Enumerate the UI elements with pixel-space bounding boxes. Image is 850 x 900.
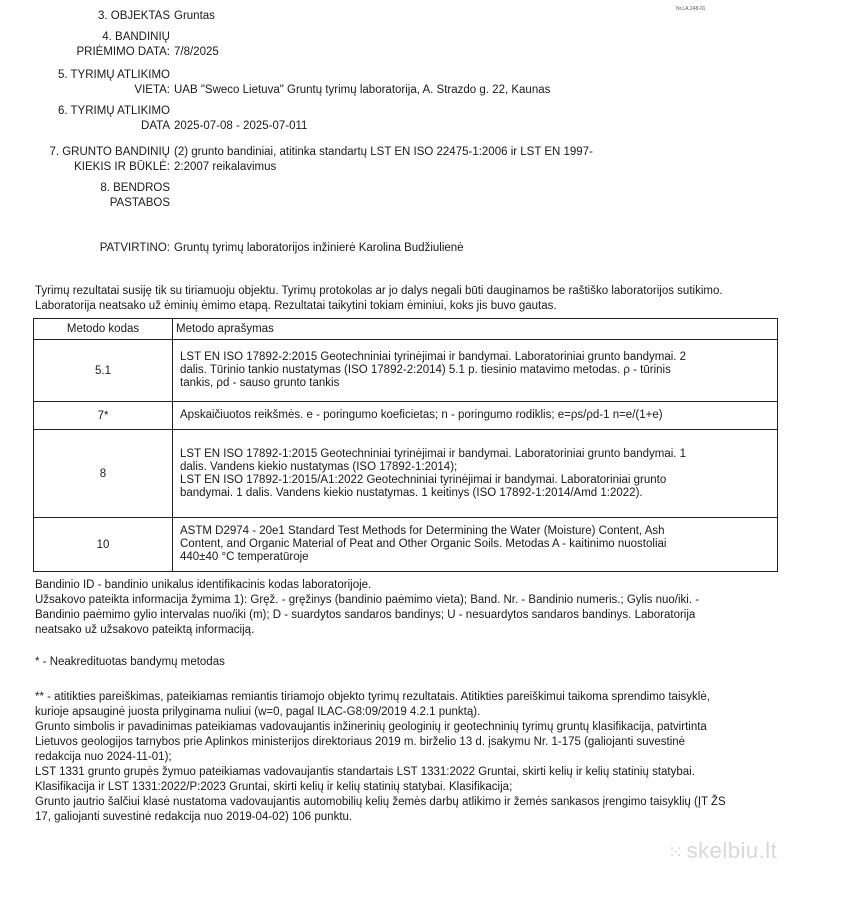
- text-line: Apskaičiuotos reikšmės. e - poringumo koeficietas; n - poringumo rodiklis; e=ρs/ρd-1 n=e/(1+e): [180, 409, 663, 421]
- text-line: Grunto simbolis ir pavadinimas pateikiamas vadovaujantis inžinerinių geologinių ir geotechninių tyrimų gruntų klasifikacija, patvirtinta: [35, 721, 707, 733]
- intro-text: [35, 284, 805, 314]
- field-value: Gruntas: [174, 10, 215, 22]
- column-header-code: Metodo kodas: [34, 319, 173, 340]
- field-label: 6. TYRIMŲ ATLIKIMO: [57, 105, 170, 117]
- field-label: 8. BENDROS: [100, 182, 170, 194]
- method-code: 8: [34, 430, 173, 518]
- table-row: [34, 518, 778, 572]
- table-header-row: [34, 319, 778, 340]
- non-accredited-note: * - Neakredituotas bandymų metodas: [35, 656, 225, 668]
- watermark: [668, 838, 777, 864]
- field-value: 2025-07-08 - 2025-07-011: [174, 120, 308, 132]
- text-line: Bandinio ID - bandinio unikalus identifikacinis kodas laboratorijoje.: [35, 579, 372, 591]
- text-line: Bandinio paėmimo gylio intervalas nuo/iki (m); D - suardytos sandaros bandinys; U - nesuardytos sandaros bandinys. Laboratorija: [35, 609, 696, 621]
- field-value: UAB "Sweco Lietuva" Gruntų tyrimų laboratorija, A. Strazdo g. 22, Kaunas: [174, 84, 551, 96]
- text-line: 17, galiojanti suvestinė redakcija nuo 2019-04-02) 106 punktu.: [35, 811, 353, 823]
- field-label: PATVIRTINO:: [99, 242, 170, 254]
- method-code: 5.1: [34, 340, 173, 402]
- field-label: VIETA:: [134, 84, 170, 96]
- method-description: [173, 518, 778, 572]
- document-id: Nr.LA.248-01: [676, 6, 706, 12]
- method-description: [173, 402, 778, 430]
- method-description: [173, 430, 778, 518]
- method-code: 7*: [34, 402, 173, 430]
- field-value: 7/8/2025: [174, 46, 219, 58]
- text-line: Laboratorija neatsako už ėminių ėmimo etapą. Rezultatai taikytini tokiam ėminiui, koks jis buvo gautas.: [35, 300, 557, 312]
- table-row: [34, 340, 778, 402]
- text-line: neatsako už užsakovo pateiktą informaciją.: [35, 624, 255, 636]
- method-description: [173, 340, 778, 402]
- text-line: ASTM D2974 - 20e1 Standard Test Methods for Determining the Water (Moisture) Content, Ash: [180, 525, 665, 537]
- text-line: Lietuvos geologijos tarnybos prie Aplinkos ministerijos direktoriaus 2019 m. birželio 13 d. įsakymu Nr. 1-175 (galiojanti suvestinė: [35, 736, 686, 748]
- table-row: [34, 402, 778, 430]
- field-label: 4. BANDINIŲ: [102, 31, 170, 43]
- text-line: Grunto jautrio šalčiui klasė nustatoma vadovaujantis automobilių kelių žemės darbų atlikimo ir žemės sankasos įrengimo taisyklių (ĮT ŽS: [35, 796, 726, 808]
- text-line: kurioje apsauginė juosta prilyginama nuliui (w=0, pagal ILAC-G8:09/2019 4.2.1 punktą).: [35, 706, 481, 718]
- text-line: Klasifikacija ir LST 1331:2022/P:2023 Gruntai, skirti kelių ir kelių statinių statybai. Klasifikacija;: [35, 781, 513, 793]
- field-label: 7. GRUNTO BANDINIŲ: [49, 146, 170, 158]
- field-value: Gruntų tyrimų laboratorijos inžinierė Karolina Budžiulienė: [174, 242, 464, 254]
- field-label: PASTABOS: [109, 197, 170, 209]
- text-line: redakcija nuo 2024-11-01);: [35, 751, 172, 763]
- conformity-notes: [35, 690, 805, 825]
- column-header-description: Metodo aprašymas: [173, 319, 778, 340]
- text-line: LST EN ISO 17892-1:2015 Geotechniniai tyrinėjimai ir bandymai. Laboratoriniai grunto bandymai. 1: [180, 447, 687, 460]
- text-line: bandymai. 1 dalis. Vandens kiekio nustatymas. 1 keitinys (ISO 17892-1:2014/Amd 1:2022).: [180, 486, 643, 499]
- text-line: dalis. Tūrinio tankio nustatymas (ISO 17892-2:2014) 5.1 p. tiesinio matavimo metodas. ρ - tūrinis: [180, 364, 671, 376]
- field-label: KIEKIS IR BŪKLĖ:: [74, 161, 170, 173]
- text-line: tankis, ρd - sauso grunto tankis: [180, 377, 340, 389]
- field-label: 5. TYRIMŲ ATLIKIMO: [57, 69, 170, 81]
- notes-block: [35, 578, 805, 638]
- text-line: LST EN ISO 17892-2:2015 Geotechniniai tyrinėjimai ir bandymai. Laboratoriniai grunto bandymai. 2: [180, 351, 687, 363]
- text-line: ** - atitikties pareiškimas, pateikiamas remiantis tiriamojo objekto tyrimų rezultatais. Atitikties pareiškimui taikoma sprendimo taisyklė,: [35, 691, 710, 703]
- field-value: 2:2007 reikalavimus: [174, 161, 277, 173]
- text-line: Užsakovo pateikta informacija žymima 1): Gręž. - gręžinys (bandinio paėmimo vieta); Band. Nr. - Bandinio numeris.; Gylis nuo/iki. -: [35, 594, 700, 606]
- field-label: PRIĖMIMO DATA:: [76, 46, 170, 58]
- methods-table: [33, 318, 778, 572]
- text-line: LST 1331 grunto grupės žymuo pateikiamas vadovaujantis standartais LST 1331:2022 Gruntai, skirti kelių ir kelių statinių statybai.: [35, 766, 695, 778]
- text-line: Tyrimų rezultatai susiję tik su tiriamuoju objektu. Tyrimų protokolas ar jo dalys negali būti dauginamos be raštiško laboratorijos sutikimo.: [35, 285, 723, 297]
- dots-icon: ⁙: [668, 842, 684, 862]
- text-line: dalis. Vandens kiekio nustatymas (ISO 17892-1:2014);: [180, 460, 458, 473]
- watermark-text: skelbiu.lt: [686, 838, 778, 863]
- field-label: 3. OBJEKTAS: [97, 10, 170, 22]
- field-value: (2) grunto bandiniai, atitinka standartų LST EN ISO 22475-1:2006 ir LST EN 1997-: [174, 146, 593, 158]
- field-label: DATA: [141, 120, 170, 132]
- text-line: Content, and Organic Material of Peat and Other Organic Soils. Metodas A - kaitinimo nuostoliai: [180, 538, 667, 550]
- table-row: [34, 430, 778, 518]
- method-code: 10: [34, 518, 173, 572]
- text-line: LST EN ISO 17892-1:2015/A1:2022 Geotechniniai tyrinėjimai ir bandymai. Laboratoriniai grunto: [180, 473, 667, 486]
- text-line: 440±40 °C temperatūroje: [180, 551, 309, 563]
